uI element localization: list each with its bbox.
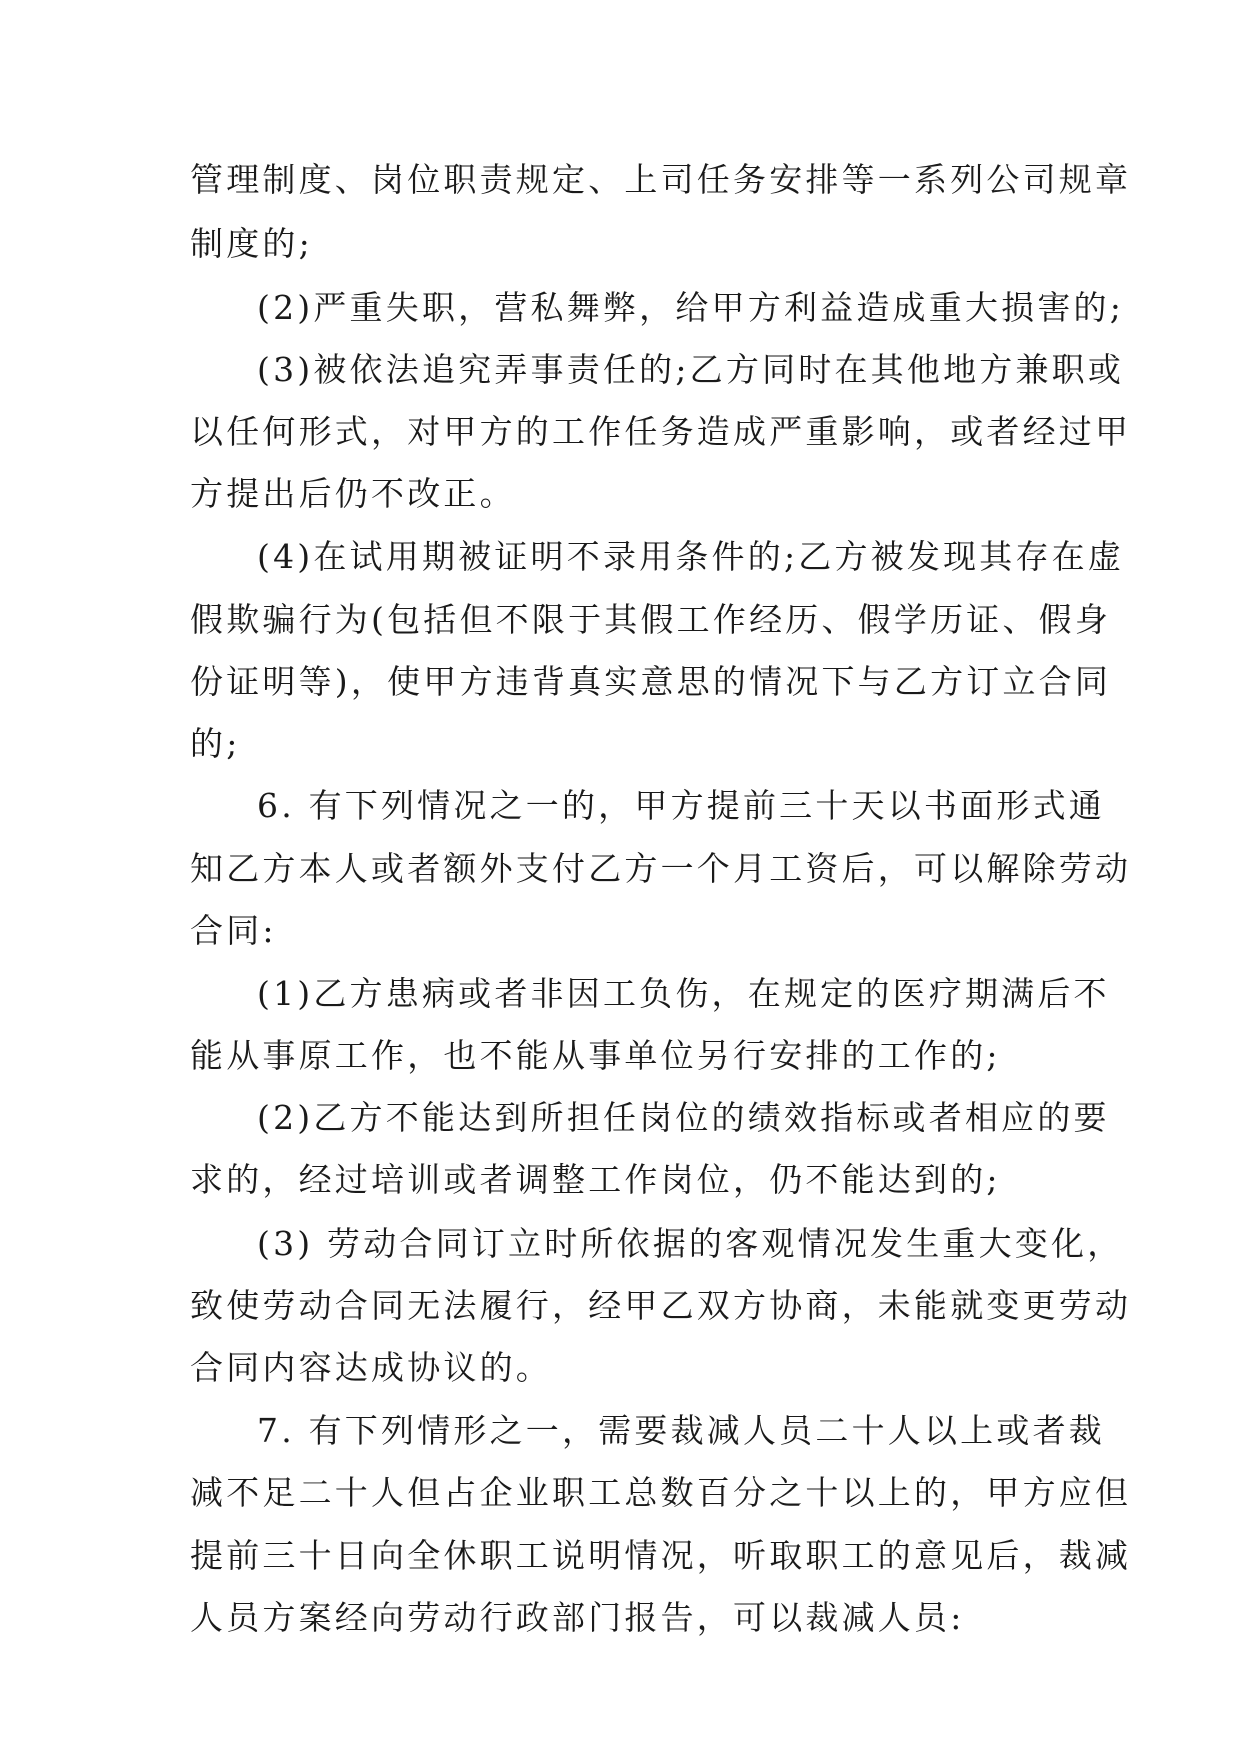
text-line: 份证明等)，使甲方违背真实意思的情况下与乙方订立合同 bbox=[190, 662, 1112, 701]
text-line: 求的，经过培训或者调整工作岗位，仍不能达到的; bbox=[190, 1160, 1001, 1199]
text-line: 以任何形式，对甲方的工作任务造成严重影响，或者经过甲 bbox=[190, 412, 1132, 451]
text-line: 减不足二十人但占企业职工总数百分之十以上的，甲方应但 bbox=[190, 1473, 1132, 1512]
text-line: 6. 有下列情况之一的，甲方提前三十天以书面形式通 bbox=[257, 786, 1105, 825]
text-line: (3)被依法追究弄事责任的;乙方同时在其他地方兼职或 bbox=[257, 350, 1125, 389]
text-line: 的; bbox=[190, 724, 241, 763]
text-line: 合同: bbox=[190, 911, 277, 950]
text-line: 方提出后仍不改正。 bbox=[190, 474, 516, 513]
text-line: 管理制度、岗位职责规定、上司任务安排等一系列公司规章 bbox=[190, 160, 1132, 199]
text-line: 7. 有下列情形之一，需要裁减人员二十人以上或者裁 bbox=[257, 1411, 1105, 1450]
text-line: 人员方案经向劳动行政部门报告，可以裁减人员: bbox=[190, 1598, 965, 1637]
text-line: (2)严重失职，营私舞弊，给甲方利益造成重大损害的; bbox=[257, 288, 1125, 327]
text-line: 提前三十日向全休职工说明情况，听取职工的意见后，裁减 bbox=[190, 1536, 1132, 1575]
text-line: 能从事原工作，也不能从事单位另行安排的工作的; bbox=[190, 1036, 1001, 1075]
text-line: 制度的; bbox=[190, 224, 313, 263]
text-line: (3) 劳动合同订立时所依据的客观情况发生重大变化， bbox=[257, 1224, 1124, 1263]
text-line: 合同内容达成协议的。 bbox=[190, 1348, 552, 1387]
text-line: 假欺骗行为(包括但不限于其假工作经历、假学历证、假身 bbox=[190, 600, 1112, 639]
text-line: (4)在试用期被证明不录用条件的;乙方被发现其存在虚 bbox=[257, 537, 1125, 576]
text-line: 知乙方本人或者额外支付乙方一个月工资后，可以解除劳动 bbox=[190, 849, 1132, 888]
text-line: (1)乙方患病或者非因工负伤，在规定的医疗期满后不 bbox=[257, 974, 1110, 1013]
text-line: 致使劳动合同无法履行，经甲乙双方协商，未能就变更劳动 bbox=[190, 1286, 1132, 1325]
text-line: (2)乙方不能达到所担任岗位的绩效指标或者相应的要 bbox=[257, 1098, 1110, 1137]
